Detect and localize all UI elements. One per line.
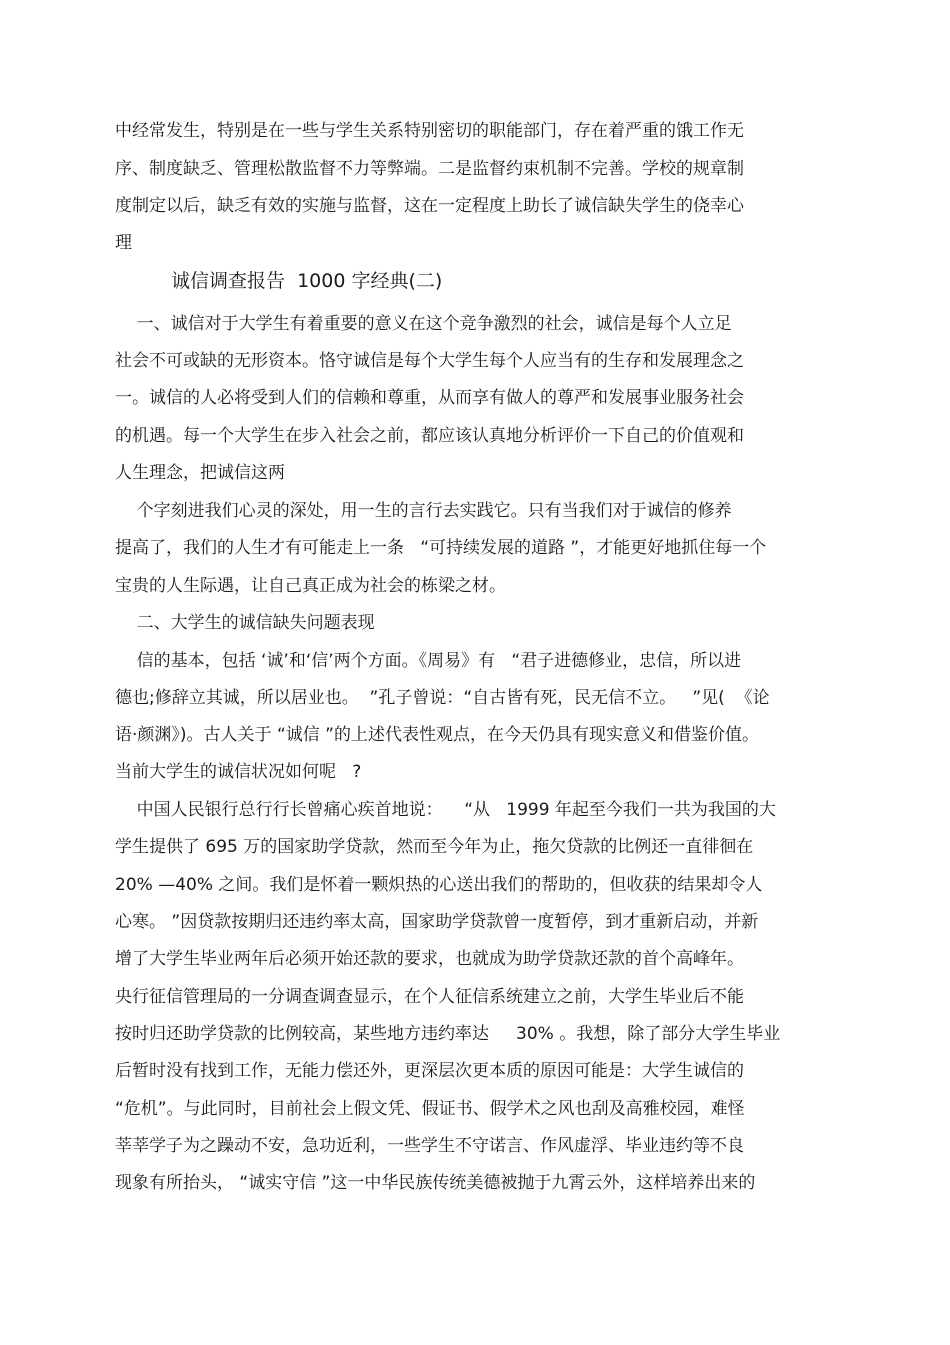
text-line: 央行征信管理局的一分调查调查显示，在个人征信系统建立之前，大学生毕业后不能	[115, 987, 744, 1007]
section-heading: 诚信调查报告 1000 字经典(二)	[171, 270, 443, 292]
text-line: 个字刻进我们心灵的深处，用一生的言行去实践它。只有当我们对于诚信的修养	[115, 501, 732, 521]
text-line: 一。诚信的人必将受到人们的信赖和尊重，从而享有做人的尊严和发展事业服务社会	[115, 388, 744, 408]
text-line: 学生提供了 695 万的国家助学贷款，然而至今年为止，拖欠贷款的比例还一直徘徊在	[115, 837, 754, 857]
text-line: 社会不可或缺的无形资本。恪守诚信是每个大学生每个人应当有的生存和发展理念之	[115, 351, 744, 371]
text-line: 心寒。 ”因贷款按期归还违约率太高，国家助学贷款曾一度暂停，到才重新启动，并新	[115, 912, 759, 932]
text-line: 德也;修辞立其诚，所以居业也。 ”孔子曾说：“自古皆有死，民无信不立。 ”见( 《论	[115, 688, 770, 708]
text-line: 后暂时没有找到工作，无能力偿还外，更深层次更本质的原因可能是：大学生诚信的	[115, 1061, 744, 1081]
text-line: 现象有所抬头， “诚实守信 ”这一中华民族传统美德被抛于九霄云外，这样培养出来的	[115, 1173, 756, 1193]
text-line: 序、制度缺乏、管理松散监督不力等弊端。二是监督约束机制不完善。学校的规章制	[115, 159, 744, 179]
text-line: 莘莘学子为之躁动不安，急功近利，一些学生不守诺言、作风虚浮、毕业违约等不良	[115, 1136, 744, 1156]
text-line: 中国人民银行总行行长曾痛心疾首地说： “从 1999 年起至今我们一共为我国的大	[115, 800, 776, 820]
text-line: 信的基本，包括 ‘诚’和‘信’两个方面。《周易》有 “君子进德修业，忠信，所以进	[115, 651, 742, 671]
text-line: 按时归还助学贷款的比例较高，某些地方违约率达 30% 。我想，除了部分大学生毕业	[115, 1024, 781, 1044]
text-line: “危机”。与此同时，目前社会上假文凭、假证书、假学术之风也刮及高雅校园，难怪	[115, 1099, 745, 1119]
text-line: 理	[115, 233, 132, 253]
text-line: 宝贵的人生际遇，让自己真正成为社会的栋梁之材。	[115, 576, 506, 596]
text-line: 一、诚信对于大学生有着重要的意义在这个竞争激烈的社会，诚信是每个人立足	[115, 314, 732, 334]
text-line: 度制定以后，缺乏有效的实施与监督，这在一定程度上助长了诚信缺失学生的侥幸心	[115, 196, 744, 216]
text-line: 提高了，我们的人生才有可能走上一条 “可持续发展的道路 ”，才能更好地抓住每一个	[115, 538, 767, 558]
text-line: 语·颜渊》)。古人关于 “诚信 ”的上述代表性观点，在今天仍具有现实意义和借鉴价值。	[115, 725, 759, 745]
text-line: 中经常发生，特别是在一些与学生关系特别密切的职能部门，存在着严重的饿工作无	[115, 121, 744, 141]
text-line: 二、大学生的诚信缺失问题表现	[115, 613, 375, 633]
text-line: 的机遇。每一个大学生在步入社会之前，都应该认真地分析评价一下自己的价值观和	[115, 426, 744, 446]
text-line: 人生理念，把诚信这两	[115, 463, 285, 483]
text-line: 20% —40% 之间。我们是怀着一颗炽热的心送出我们的帮助的，但收获的结果却令人	[115, 875, 763, 895]
text-line: 当前大学生的诚信状况如何呢 ?	[115, 762, 362, 782]
text-line: 增了大学生毕业两年后必须开始还款的要求，也就成为助学贷款还款的首个高峰年。	[115, 949, 744, 969]
